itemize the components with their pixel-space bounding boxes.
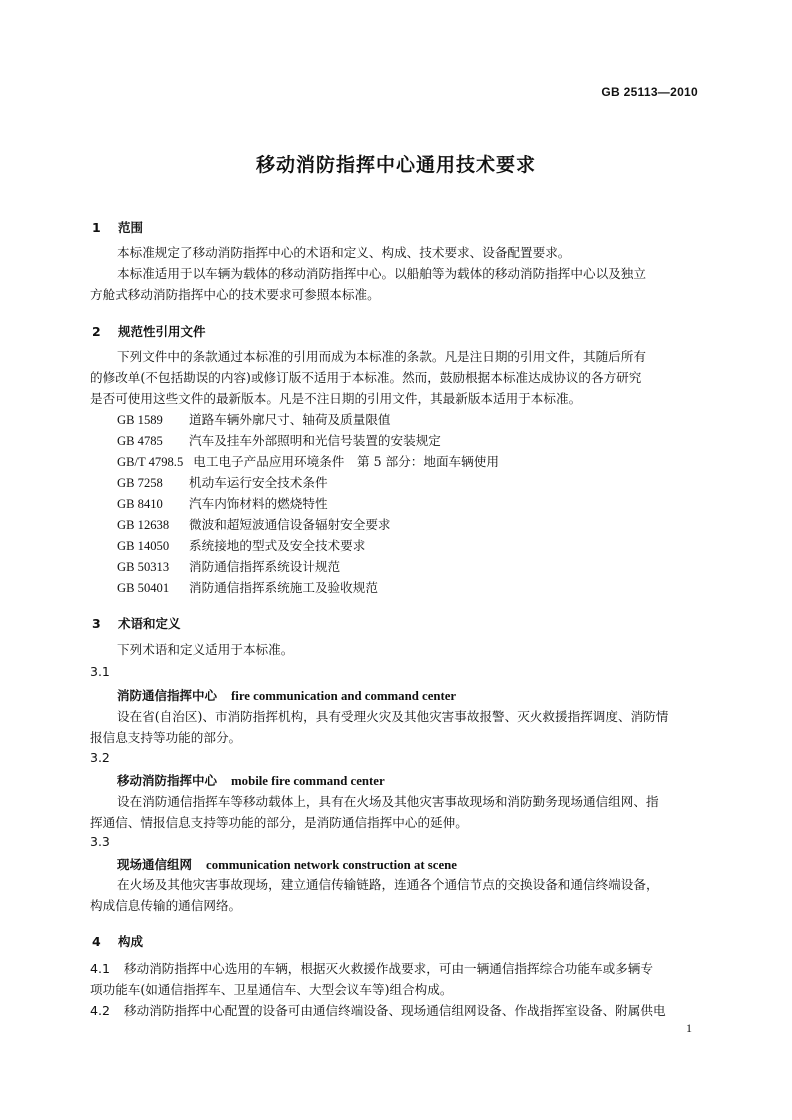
document-title: 移动消防指挥中心通用技术要求 [255, 154, 536, 176]
paragraph: 下列术语和定义适用于本标准。 [117, 642, 294, 657]
reference-item [117, 556, 340, 578]
paragraph: 是否可使用这些文件的最新版本。凡是不注日期的引用文件，其最新版本适用于本标准。 [90, 391, 582, 406]
section-3-heading [92, 614, 181, 632]
section-number: 2 [92, 324, 101, 339]
reference-code: GB 14050 [117, 539, 170, 553]
reference-title: 汽车内饰材料的燃烧特性 [189, 496, 328, 511]
clause-text: 移动消防指挥中心配置的设备可由通信终端设备、现场通信组网设备、作战指挥室设备、附属供电 [124, 1003, 666, 1018]
paragraph: 本标准适用于以车辆为载体的移动消防指挥中心。以船舶等为载体的移动消防指挥中心以及独立 [117, 266, 646, 281]
reference-code: GB 4785 [117, 434, 163, 448]
clause-number: 4.2 [90, 1003, 111, 1018]
term-chinese: 现场通信组网 [117, 857, 193, 872]
reference-item [117, 493, 328, 515]
term-definition: 设在省(自治区)、市消防指挥机构，具有受理火灾及其他灾害事故报警、灭火救援指挥调度、消防情 [117, 709, 669, 724]
paragraph: 的修改单(不包括勘误的内容)或修订版不适用于本标准。然而，鼓励根据本标准达成协议的各方研究 [90, 370, 642, 385]
section-title: 构成 [118, 934, 144, 949]
section-number: 4 [92, 934, 101, 949]
reference-code: GB 1589 [117, 413, 163, 427]
reference-code: GB 7258 [117, 476, 163, 490]
term-english: mobile fire command center [231, 774, 385, 788]
standard-code: GB 25113—2010 [601, 85, 698, 99]
reference-code: GB 50313 [117, 560, 170, 574]
clause-item [90, 958, 653, 979]
paragraph: 下列文件中的条款通过本标准的引用而成为本标准的条款。凡是注日期的引用文件，其随后所有 [117, 349, 646, 364]
section-1-heading [92, 218, 143, 236]
clause-text: 移动消防指挥中心选用的车辆，根据灭火救援作战要求，可由一辆通信指挥综合功能车或多辆专 [124, 961, 653, 976]
term-heading [117, 855, 457, 873]
term-number: 3.3 [90, 834, 110, 849]
reference-item [117, 472, 328, 494]
term-definition: 构成信息传输的通信网络。 [90, 898, 242, 913]
reference-title: 机动车运行安全技术条件 [189, 475, 328, 490]
term-heading [117, 686, 456, 704]
reference-title: 消防通信指挥系统施工及验收规范 [189, 580, 378, 595]
term-definition: 设在消防通信指挥车等移动载体上，具有在火场及其他灾害事故现场和消防勤务现场通信组网、指 [117, 794, 659, 809]
reference-title: 电工电子产品应用环境条件 第 5 部分：地面车辆使用 [193, 454, 499, 469]
reference-code: GB 12638 [117, 518, 170, 532]
reference-title: 道路车辆外廓尺寸、轴荷及质量限值 [189, 412, 391, 427]
paragraph: 本标准规定了移动消防指挥中心的术语和定义、构成、技术要求、设备配置要求。 [117, 245, 571, 260]
term-chinese: 移动消防指挥中心 [117, 773, 218, 788]
term-chinese: 消防通信指挥中心 [117, 688, 218, 703]
section-4-heading [92, 932, 143, 950]
section-2-heading [92, 322, 206, 340]
clause-number: 4.1 [90, 961, 111, 976]
term-heading [117, 771, 385, 789]
term-definition: 挥通信、情报信息支持等功能的部分，是消防通信指挥中心的延伸。 [90, 815, 468, 830]
reference-title: 汽车及挂车外部照明和光信号装置的安装规定 [189, 433, 441, 448]
term-definition: 报信息支持等功能的部分。 [90, 730, 242, 745]
reference-code: GB 50401 [117, 581, 170, 595]
term-definition: 在火场及其他灾害事故现场，建立通信传输链路，连通各个通信节点的交换设备和通信终端设备， [117, 877, 659, 892]
section-number: 1 [92, 220, 101, 235]
paragraph: 方舱式移动消防指挥中心的技术要求可参照本标准。 [90, 287, 380, 302]
term-number: 3.2 [90, 750, 110, 765]
reference-item [117, 577, 378, 599]
section-title: 术语和定义 [118, 616, 181, 631]
reference-item [117, 430, 441, 452]
clause-item [90, 1000, 666, 1021]
term-english: communication network construction at scene [206, 858, 457, 872]
reference-item [117, 451, 499, 473]
reference-title: 消防通信指挥系统设计规范 [189, 559, 341, 574]
reference-code: GB 8410 [117, 497, 163, 511]
clause-continuation: 项功能车(如通信指挥车、卫星通信车、大型会议车等)组合构成。 [90, 982, 453, 997]
section-number: 3 [92, 616, 101, 631]
reference-code: GB/T 4798.5 [117, 455, 184, 469]
page-number: 1 [686, 1021, 692, 1035]
reference-title: 系统接地的型式及安全技术要求 [189, 538, 366, 553]
reference-item [117, 535, 365, 557]
reference-title: 微波和超短波通信设备辐射安全要求 [189, 517, 391, 532]
term-english: fire communication and command center [231, 689, 457, 703]
section-title: 规范性引用文件 [118, 324, 206, 339]
section-title: 范围 [118, 220, 144, 235]
term-number: 3.1 [90, 664, 110, 679]
reference-item [117, 409, 391, 431]
reference-item [117, 514, 391, 536]
